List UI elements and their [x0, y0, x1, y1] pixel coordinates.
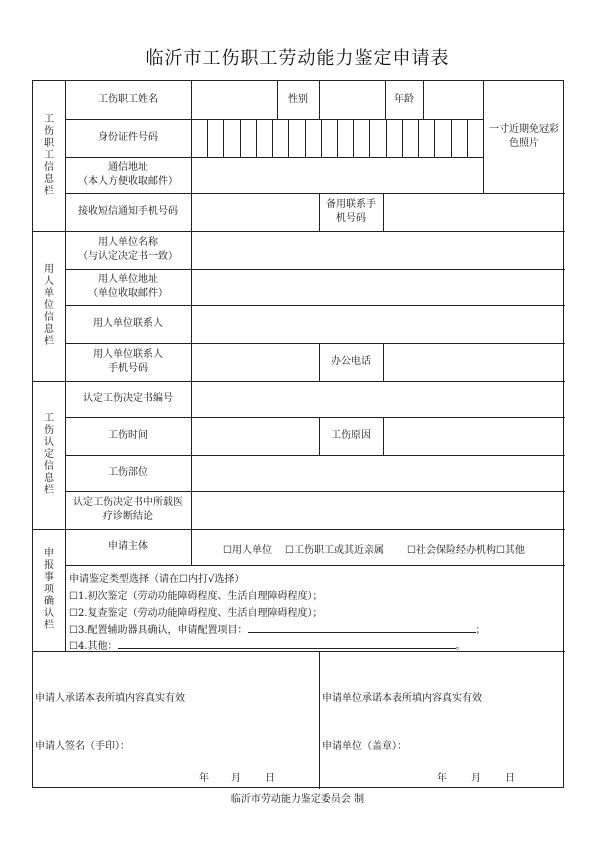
employer-contact-phone-label	[65, 343, 191, 381]
id-digit-divider	[207, 119, 208, 157]
type-selection-prompt: 申请鉴定类型选择（请在☐内打√选择）	[69, 574, 245, 585]
section-label-employer: 用人单位信息栏	[44, 264, 54, 347]
backup-phone-label	[319, 193, 383, 231]
decision-number-label: 认定工伤决定书编号	[83, 392, 173, 404]
employer-promise: 申请单位承诺本表所填内容真实有效	[322, 693, 482, 704]
applicant-date-day: 日	[265, 773, 275, 784]
employer-contact-field[interactable]	[191, 305, 565, 343]
id-digit-divider	[418, 119, 419, 157]
injury-time-field[interactable]	[191, 417, 319, 455]
employer-date-year: 年	[437, 773, 447, 784]
id-digit-divider	[369, 119, 370, 157]
worker-address-label	[65, 157, 191, 193]
employer-address-label-note: （单位收取邮件）	[88, 288, 168, 299]
id-digit-divider	[288, 119, 289, 157]
type-option-other[interactable]	[69, 637, 466, 652]
id-number-label: 身份证件号码	[98, 131, 158, 143]
sms-phone-label: 接收短信通知手机号码	[78, 205, 178, 217]
employer-address-label-main: 用人单位地址	[98, 273, 158, 285]
worker-address-field[interactable]	[191, 157, 483, 193]
id-digit-divider	[272, 119, 273, 157]
employer-name-field[interactable]	[191, 231, 565, 269]
worker-name-label: 工伤职工姓名	[98, 93, 158, 105]
employer-name-label-main: 用人单位名称	[98, 236, 158, 248]
type-option-assistive-device-end: ；	[475, 625, 486, 636]
id-digit-divider	[321, 119, 322, 157]
worker-name-field[interactable]	[191, 81, 277, 119]
injury-time-label: 工伤时间	[108, 429, 148, 441]
diagnosis-label-line2: 疗诊断结论	[103, 511, 153, 522]
type-option-initial[interactable]: ☐1.初次鉴定（劳动功能障碍程度、生活自理障碍程度）；	[69, 591, 323, 602]
gender-field[interactable]	[319, 81, 385, 119]
applicant-signature-label: 申请人签名（手印）：	[35, 741, 130, 752]
applicant-date-month: 月	[231, 773, 241, 784]
employer-contact-phone-label-line2: 手机号码	[108, 363, 148, 374]
id-digit-divider	[337, 119, 338, 157]
age-field[interactable]	[423, 81, 483, 119]
applicant-subject-label: 申请主体	[108, 540, 148, 552]
employer-address-field[interactable]	[191, 269, 565, 305]
type-option-assistive-device-label: ☐3.配置辅助器具确认，申请配置项目：	[69, 625, 248, 636]
employer-contact-label: 用人单位联系人	[93, 317, 163, 329]
diagnosis-label-line1: 认定工伤决定书中所载医	[73, 496, 183, 508]
photo-box[interactable]	[483, 81, 565, 193]
office-phone-field[interactable]	[383, 343, 565, 381]
section-label-declaration: 申报事项确认栏	[44, 548, 54, 631]
subject-option-employer[interactable]: ☐用人单位	[223, 545, 272, 556]
employer-address-label	[65, 269, 191, 305]
id-digit-divider	[240, 119, 241, 157]
injury-part-field[interactable]	[191, 455, 565, 491]
gender-label: 性别	[288, 93, 308, 105]
injury-cause-label: 工伤原因	[331, 429, 371, 441]
section-label-worker: 工伤职工信息栏	[44, 114, 54, 197]
subject-option-social-insurance[interactable]: ☐社会保险经办机构☐其他	[407, 545, 525, 556]
injury-cause-field[interactable]	[383, 417, 565, 455]
sms-phone-field[interactable]	[191, 193, 319, 231]
employer-date-month: 月	[471, 773, 481, 784]
col-line	[319, 651, 320, 789]
employer-name-label-note: （与认定决定书一致）	[78, 251, 178, 262]
applicant-date-year: 年	[199, 773, 209, 784]
type-option-review[interactable]: ☐2.复查鉴定（劳动功能障碍程度、生活自理障碍程度）；	[69, 608, 323, 619]
employer-contact-phone-field[interactable]	[191, 343, 319, 381]
type-option-other-label: ☐4.其他：	[69, 641, 118, 652]
id-digit-divider	[434, 119, 435, 157]
subject-option-worker[interactable]: ☐工伤职工或其近亲属	[285, 545, 384, 556]
id-digit-divider	[256, 119, 257, 157]
id-digit-divider	[353, 119, 354, 157]
backup-phone-label-line2: 机号码	[336, 213, 366, 224]
applicant-promise: 申请人承诺本表所填内容真实有效	[35, 693, 185, 704]
id-digit-divider	[402, 119, 403, 157]
other-blank[interactable]	[118, 639, 456, 649]
photo-label-line1: 一寸近期免冠彩	[489, 123, 559, 135]
id-digit-divider	[467, 119, 468, 157]
assistive-device-blank[interactable]	[248, 623, 476, 633]
office-phone-label: 办公电话	[331, 355, 371, 367]
worker-address-label-main: 通信地址	[108, 161, 148, 173]
section-label-injury: 工伤认定信息栏	[44, 413, 54, 496]
photo-label-line2: 色照片	[509, 138, 539, 149]
backup-phone-field[interactable]	[383, 193, 565, 231]
type-option-other-end: 。	[455, 641, 466, 652]
id-digit-divider	[386, 119, 387, 157]
type-option-assistive-device[interactable]	[69, 621, 486, 636]
issuer-footer: 临沂市劳动能力鉴定委员会 制	[230, 794, 365, 805]
employer-date-day: 日	[505, 773, 515, 784]
decision-number-field[interactable]	[191, 381, 565, 417]
id-digit-divider	[451, 119, 452, 157]
id-digit-divider	[223, 119, 224, 157]
page-title: 临沂市工伤职工劳动能力鉴定申请表	[145, 48, 450, 69]
row-line	[65, 565, 565, 566]
id-digit-divider	[305, 119, 306, 157]
injury-part-label: 工伤部位	[108, 466, 148, 478]
backup-phone-label-line1: 备用联系手	[326, 198, 376, 210]
worker-address-label-note: （本人方便收取邮件）	[78, 176, 178, 187]
employer-contact-phone-label-line1: 用人单位联系人	[93, 348, 163, 360]
application-form	[32, 80, 564, 788]
diagnosis-label	[65, 491, 191, 529]
age-label: 年龄	[394, 93, 414, 105]
employer-name-label	[65, 231, 191, 269]
employer-seal-label: 申请单位（盖章）：	[322, 741, 407, 752]
diagnosis-field[interactable]	[191, 491, 565, 529]
